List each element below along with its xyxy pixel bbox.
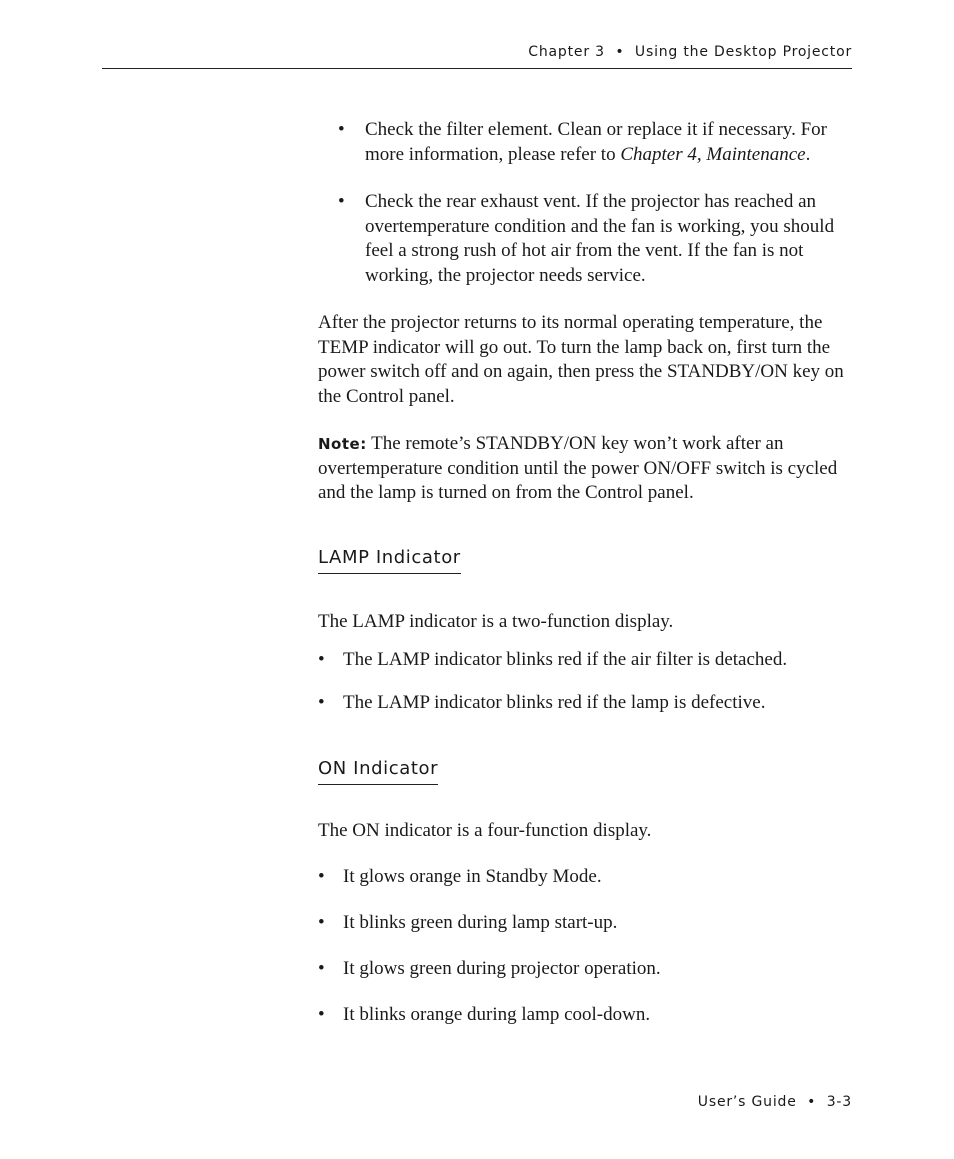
header-separator: • (615, 44, 625, 60)
bullet-marker: • (318, 692, 325, 713)
header-rule (102, 68, 852, 69)
list-item (318, 865, 858, 890)
bullet-marker: • (318, 866, 325, 887)
bullet-marker: • (318, 912, 325, 933)
list-item (318, 957, 858, 982)
list-item-text: Check the rear exhaust vent. If the projector has reached an overtemperature condition and the fan is working, you should feel a strong rush of hot air from the vent. If the fan is not working, the projector needs service. (365, 191, 835, 286)
header-chapter: Chapter 3 (528, 44, 605, 60)
lamp-intro: The LAMP indicator is a two-function display. (318, 611, 674, 632)
running-header (0, 44, 852, 60)
list-item-text: It blinks orange during lamp cool-down. (343, 1004, 651, 1025)
bullet-marker: • (318, 649, 325, 670)
bullet-marker: • (338, 119, 345, 140)
chapter-reference: Chapter 4, Maintenance (620, 143, 806, 165)
bullet-marker: • (318, 958, 325, 979)
list-item (318, 691, 858, 716)
filter-text-end: . (805, 143, 811, 165)
footer-guide: User’s Guide (697, 1094, 797, 1110)
page-number: 3-3 (826, 1094, 852, 1110)
note-paragraph (318, 432, 858, 506)
on-indicator-heading: ON Indicator (318, 758, 438, 785)
on-intro: The ON indicator is a four-function display. (318, 820, 652, 841)
lamp-indicator-heading: LAMP Indicator (318, 547, 461, 574)
header-title: Using the Desktop Projector (634, 44, 852, 60)
list-item-text: It glows orange in Standby Mode. (343, 866, 602, 887)
list-item-text: It glows green during projector operation. (343, 958, 661, 979)
list-item (318, 1003, 858, 1028)
list-item-text: It blinks green during lamp start-up. (343, 912, 618, 933)
list-item-text (365, 118, 858, 167)
list-item (318, 648, 858, 673)
note-label: Note: (318, 435, 367, 453)
running-footer (0, 1094, 852, 1110)
bullet-marker: • (318, 1004, 325, 1025)
after-paragraph: After the projector returns to its normal operating temperature, the TEMP indicator will go out. To turn the lamp back on, first turn the power switch off and on again, then press the STANDBY/ON key on the Control panel. (318, 312, 844, 407)
filter-text: Check the filter element. Clean or replace it if necessary. For more information, please refer to (365, 119, 827, 165)
footer-separator: • (807, 1094, 817, 1110)
note-text: The remote’s STANDBY/ON key won’t work after an overtemperature condition until the power ON/OFF switch is cycled and the lamp is turned on from the Control panel. (318, 433, 838, 503)
list-item-exhaust (338, 190, 858, 288)
list-item (318, 911, 858, 936)
list-item-text: The LAMP indicator blinks red if the air filter is detached. (343, 649, 788, 670)
list-item-filter (338, 118, 858, 167)
bullet-marker: • (338, 191, 345, 212)
list-item-text: The LAMP indicator blinks red if the lamp is defective. (343, 692, 766, 713)
